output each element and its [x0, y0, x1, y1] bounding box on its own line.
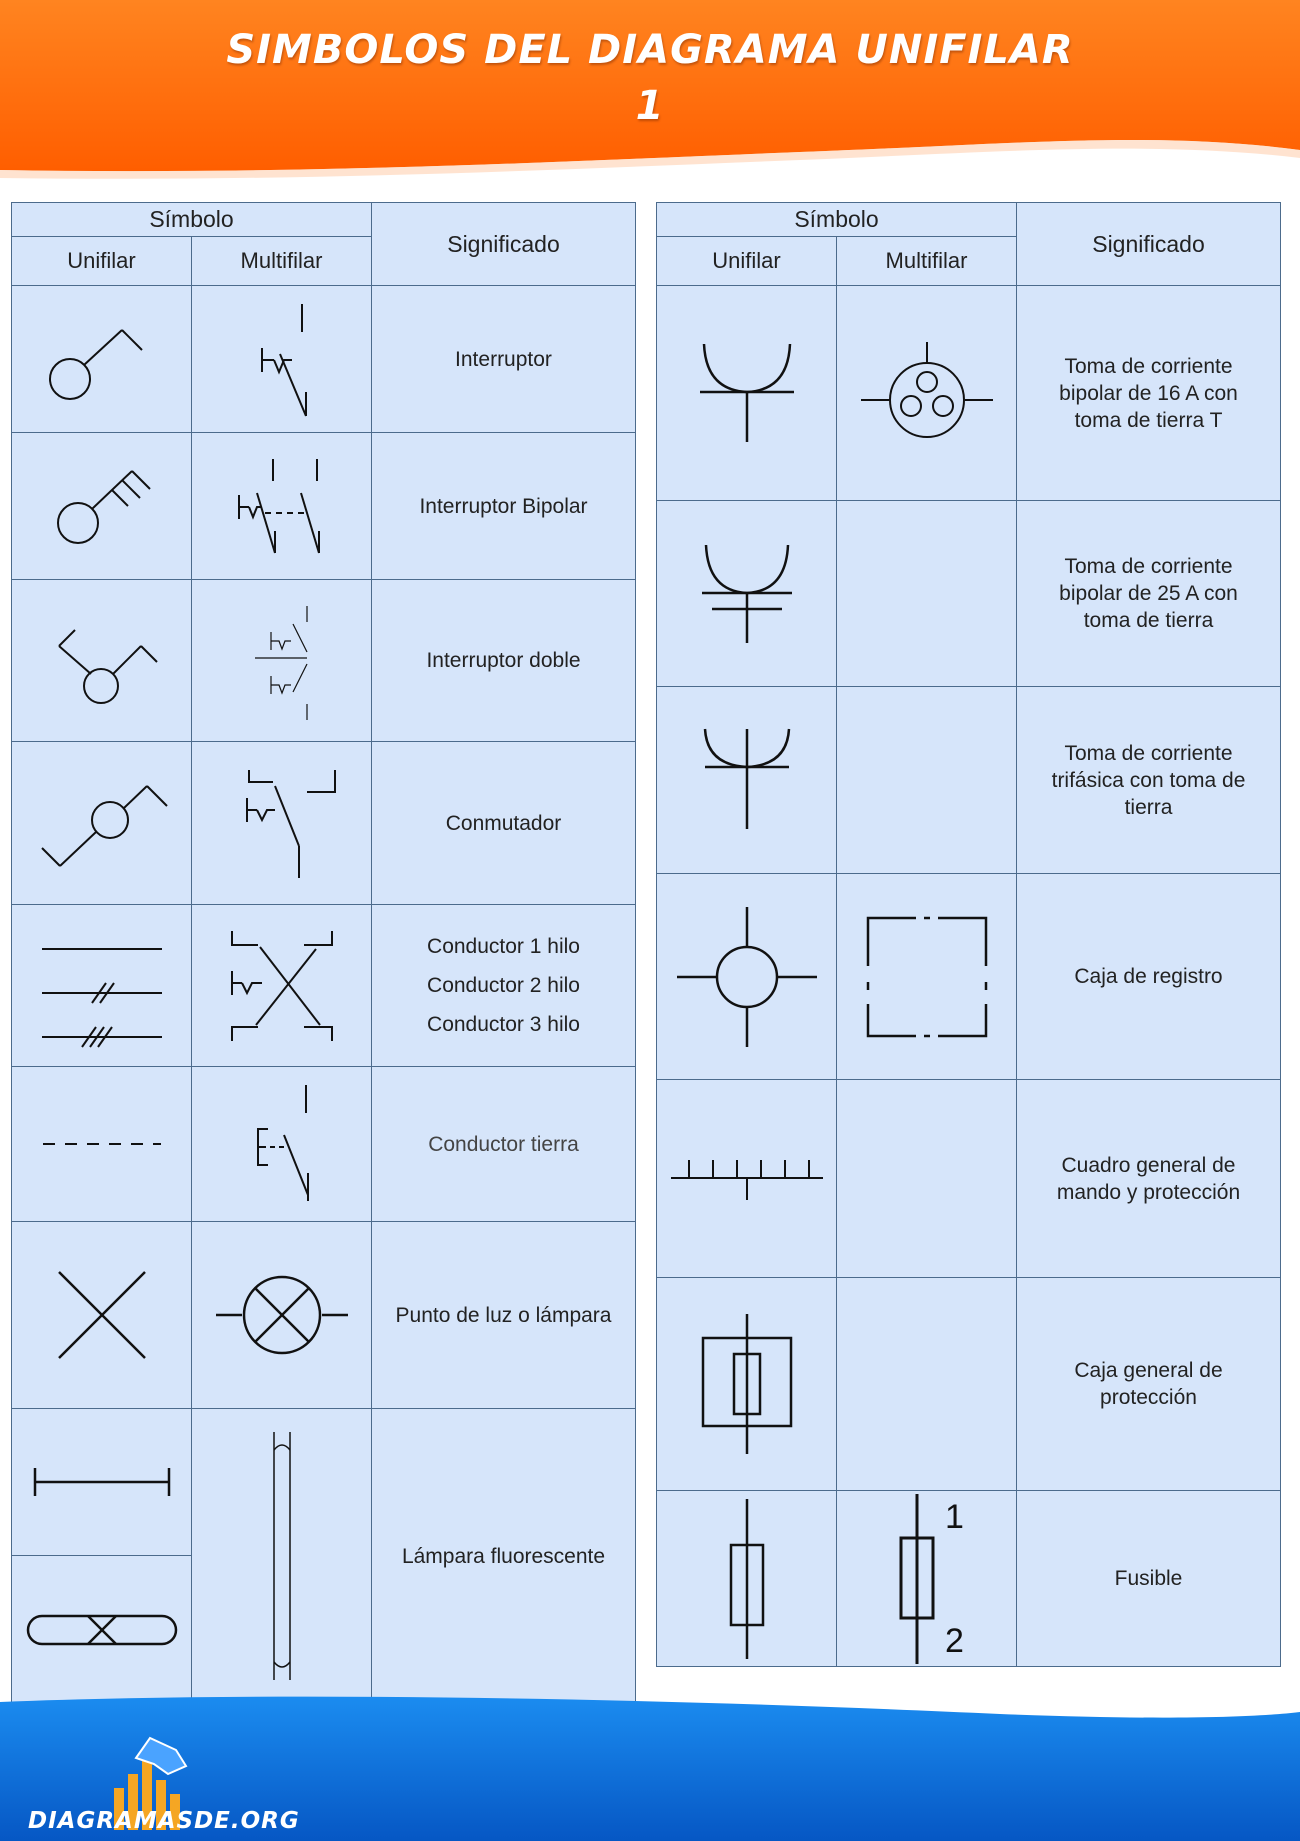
meaning-cell [1017, 501, 1281, 687]
header-single-line: Unifilar [12, 237, 192, 286]
distribution-board-icon [657, 1080, 837, 1278]
earth-switch-multi-line-icon [192, 1067, 372, 1222]
table-row [12, 433, 636, 580]
meaning-cell [1017, 874, 1281, 1080]
meaning-cell [1017, 1080, 1281, 1278]
meaning-line: toma de tierra [1083, 609, 1214, 632]
header-multi-line: Multifilar [837, 237, 1017, 286]
socket-three-phase-icon [657, 687, 837, 874]
meaning-line: tierra [1124, 795, 1173, 819]
socket-25a-single-line-icon [657, 501, 837, 687]
meaning-cell: Punto de luz o lámpara [372, 1222, 636, 1409]
fuse-terminal-2-label: 2 [944, 1621, 964, 1660]
table-row [12, 742, 636, 905]
conductor-wires-icon [12, 905, 192, 1067]
lamp-circle-cross-icon [192, 1222, 372, 1409]
switch-single-line-icon [12, 286, 192, 433]
junction-box-single-line-icon [657, 874, 837, 1080]
meaning-line: Caja de registro [1074, 965, 1223, 988]
table-row [12, 1409, 636, 1556]
double-switch-multi-line-icon [192, 580, 372, 742]
table-row [12, 286, 636, 433]
meaning-line: Toma de corriente [1064, 741, 1233, 765]
meaning-cell: Conmutador [372, 742, 636, 905]
meaning-line: mando y protección [1056, 1180, 1241, 1204]
fuse-multi-line-icon [837, 1491, 1017, 1667]
meaning-line: Cuadro general de [1061, 1153, 1236, 1177]
meaning-line: bipolar de 25 A con [1059, 582, 1238, 605]
socket-three-pin-icon [837, 286, 1017, 501]
table-row [657, 286, 1281, 501]
header-multi-line: Multifilar [192, 237, 372, 286]
meaning-cell: Interruptor doble [372, 580, 636, 742]
bipolar-switch-single-line-icon [12, 433, 192, 580]
meaning-line: Toma de corriente [1064, 354, 1233, 378]
table-row [657, 687, 1281, 874]
changeover-switch-single-line-icon [12, 742, 192, 905]
meaning-line: Conductor 2 hilo [427, 974, 580, 997]
meaning-cell [372, 905, 636, 1067]
header-meaning: Significado [372, 203, 636, 286]
meaning-cell: Interruptor [372, 286, 636, 433]
meaning-cell: Interruptor Bipolar [372, 433, 636, 580]
meaning-line: Toma de corriente [1064, 555, 1233, 578]
header-symbol: Símbolo [12, 203, 372, 237]
meaning-cell [1017, 286, 1281, 501]
fluorescent-bar-icon [12, 1409, 192, 1556]
meaning-line: Conductor 3 hilo [427, 1013, 580, 1036]
double-switch-single-line-icon [12, 580, 192, 742]
changeover-switch-multi-line-icon [192, 742, 372, 905]
meaning-cell [1017, 1491, 1281, 1667]
meaning-line: protección [1100, 1386, 1197, 1409]
fuse-terminal-1-label: 1 [944, 1497, 964, 1536]
page-title [0, 22, 1300, 134]
meaning-cell: Lámpara fluorescente [372, 1409, 636, 1704]
fluorescent-tube-icon [192, 1409, 372, 1704]
meaning-line: Fusible [1114, 1567, 1183, 1590]
earth-conductor-dashed-icon [12, 1067, 192, 1222]
symbols-table-right [656, 202, 1281, 1667]
meaning-line: trifásica con toma de [1051, 768, 1246, 792]
page-title-line1: SIMBOLOS DEL DIAGRAMA UNIFILAR [226, 27, 1074, 73]
table-row [657, 1491, 1281, 1667]
table-row [657, 874, 1281, 1080]
header-meaning: Significado [1017, 203, 1281, 286]
meaning-cell [1017, 1278, 1281, 1491]
table-row [12, 580, 636, 742]
meaning-line: toma de tierra T [1074, 408, 1223, 432]
socket-16a-single-line-icon [657, 286, 837, 501]
fuse-single-line-icon [657, 1491, 837, 1667]
meaning-line: Caja general de [1074, 1359, 1223, 1382]
bipolar-switch-multi-line-icon [192, 433, 372, 580]
protection-box-icon [657, 1278, 837, 1491]
empty-multifilar-cell [837, 501, 1017, 687]
table-row [657, 1278, 1281, 1491]
switch-multi-line-icon [192, 286, 372, 433]
page-title-line2: 1 [635, 83, 665, 129]
junction-box-multi-line-icon [837, 874, 1017, 1080]
empty-multifilar-cell [837, 1278, 1017, 1491]
empty-multifilar-cell [837, 1080, 1017, 1278]
table-row [657, 1080, 1281, 1278]
site-logo-text: DIAGRAMASDE.ORG [28, 1808, 300, 1834]
fluorescent-capsule-icon [12, 1556, 192, 1704]
symbols-table-left [11, 202, 636, 1704]
crossover-switch-multi-line-icon [192, 905, 372, 1067]
table-row [12, 1222, 636, 1409]
header-single-line: Unifilar [657, 237, 837, 286]
table-row [12, 1067, 636, 1222]
meaning-cell [1017, 687, 1281, 874]
table-row [657, 501, 1281, 687]
empty-multifilar-cell [837, 687, 1017, 874]
meaning-line: bipolar de 16 A con [1059, 381, 1238, 405]
table-row [12, 905, 636, 1067]
lamp-cross-icon [12, 1222, 192, 1409]
header-symbol: Símbolo [657, 203, 1017, 237]
meaning-cell: Conductor tierra [372, 1067, 636, 1222]
meaning-line: Conductor 1 hilo [427, 935, 580, 958]
